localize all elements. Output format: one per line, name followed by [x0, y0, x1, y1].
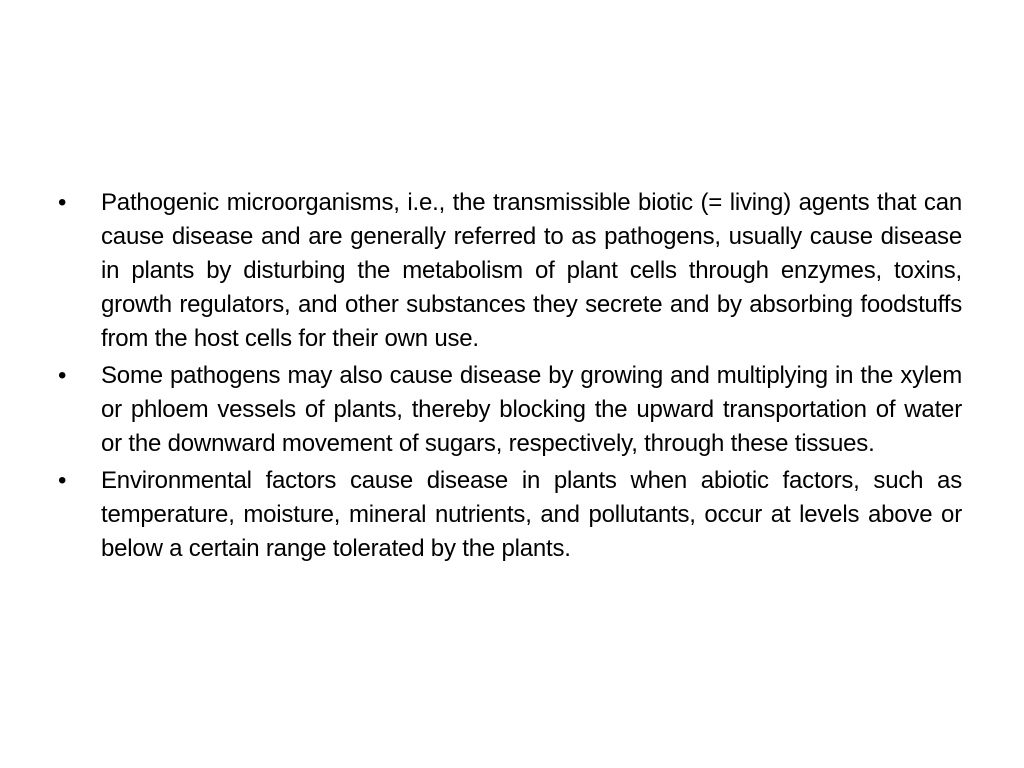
bullet-text: Some pathogens may also cause disease by growing and multiplying in the xylem or phloem vessels of plants, thereby blocking the upward transportation of water or the downward movement of sugars, respectively, through these tissues.: [101, 362, 962, 457]
bullet-item: [56, 359, 962, 461]
bullet-list: [56, 186, 962, 569]
bullet-marker: •: [58, 467, 67, 494]
bullet-marker: •: [58, 189, 67, 216]
bullet-item: [56, 186, 962, 356]
bullet-item: [56, 464, 962, 566]
bullet-text: Environmental factors cause disease in plants when abiotic factors, such as temperature, moisture, mineral nutrients, and pollutants, occur at levels above or below a certain range tolerated by the plants.: [101, 467, 962, 562]
bullet-marker: •: [58, 362, 67, 389]
bullet-text: Pathogenic microorganisms, i.e., the transmissible biotic (= living) agents that can cause disease and are generally referred to as pathogens, usually cause disease in plants by disturbing the metabolism of plant cells through enzymes, toxins, growth regulators, and other substances they secrete and by absorbing foodstuffs from the host cells for their own use.: [101, 189, 962, 352]
